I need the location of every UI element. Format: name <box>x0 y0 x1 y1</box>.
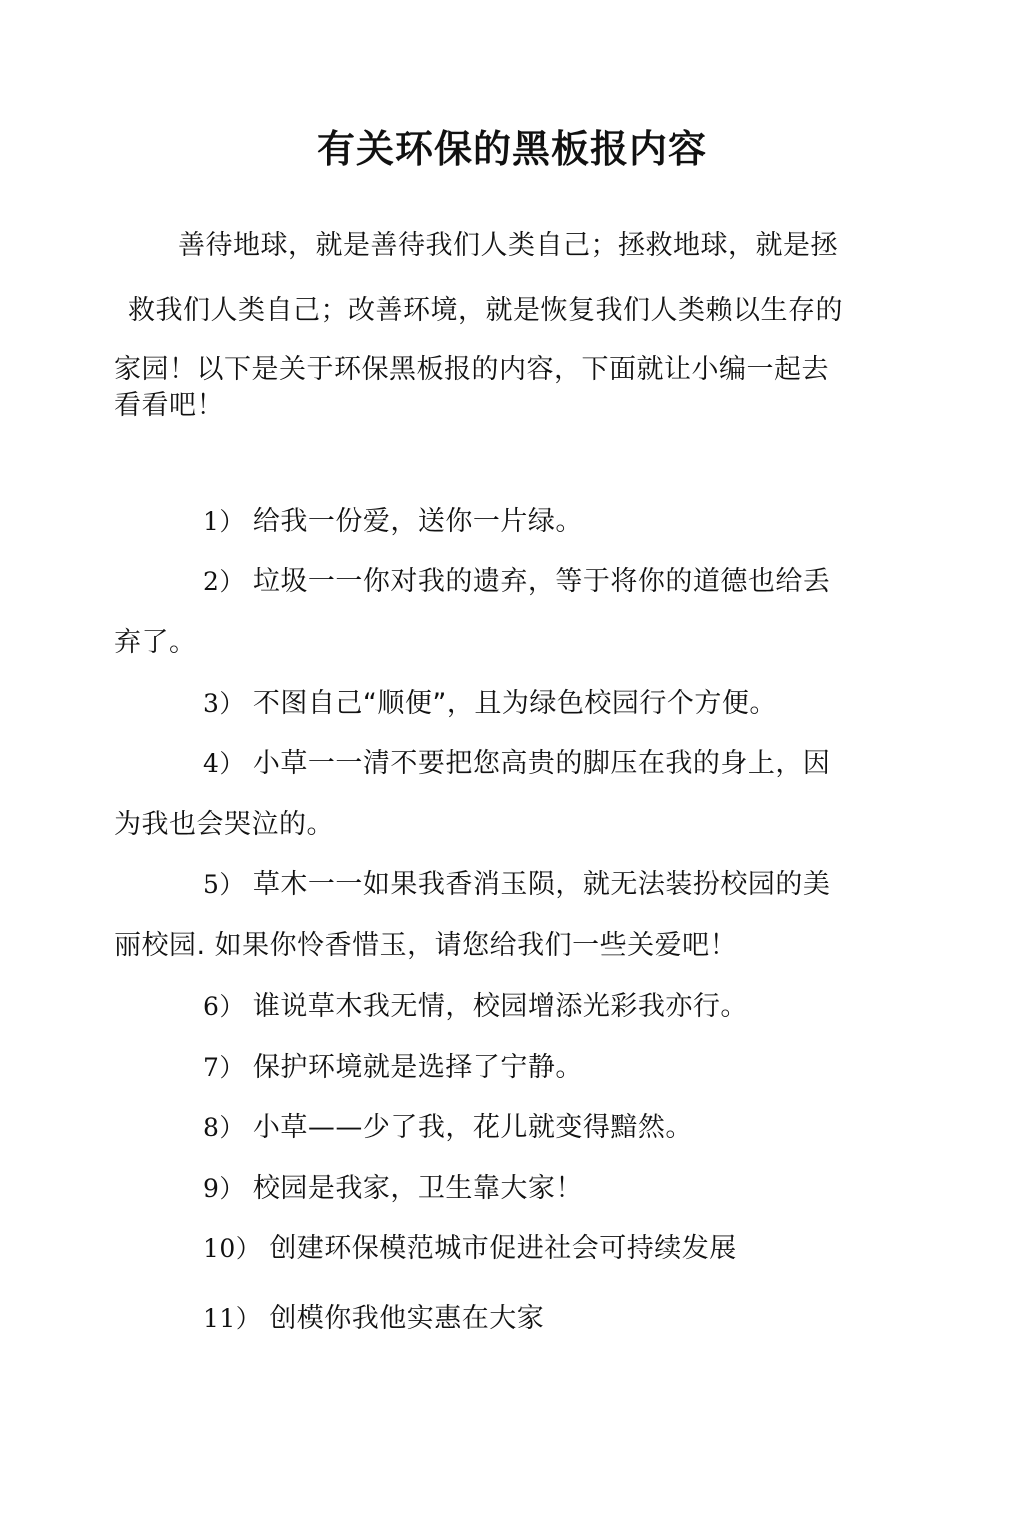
list-item-3 <box>203 686 777 722</box>
list-item-text: 给我一份爱，送你一片绿。 <box>252 506 583 537</box>
list-item-9 <box>203 1171 583 1207</box>
list-item-number: 1） <box>203 507 245 536</box>
list-item-5 <box>203 867 830 903</box>
list-item-8 <box>203 1110 693 1146</box>
list-item-text: 小草一一清不要把您高贵的脚压在我的身上，因 <box>252 748 831 779</box>
list-item-text: 不图自己“顺便”，且为绿色校园行个方便。 <box>252 688 777 719</box>
list-item-4-continuation: 为我也会哭泣的。 <box>114 809 334 840</box>
list-item-6 <box>203 989 748 1025</box>
list-item-text: 创建环保模范城市促进社会可持续发展 <box>269 1233 737 1264</box>
intro-line-2: 救我们人类自己；改善环境，就是恢复我们人类赖以生存的 <box>128 295 843 326</box>
list-item-number: 7） <box>203 1053 245 1082</box>
list-item-text: 保护环境就是选择了宁静。 <box>252 1052 583 1083</box>
list-item-text: 谁说草木我无情，校园增添光彩我亦行。 <box>252 991 748 1022</box>
intro-line-1: 善待地球，就是善待我们人类自己；拯救地球，就是拯 <box>178 230 838 261</box>
list-item-text: 校园是我家，卫生靠大家！ <box>252 1173 583 1204</box>
list-item-number: 5） <box>203 870 245 899</box>
document-title: 有关环保的黑板报内容 <box>316 127 707 172</box>
list-item-number: 11） <box>203 1304 262 1333</box>
list-item-1 <box>203 504 583 540</box>
list-item-number: 8） <box>203 1113 245 1142</box>
list-item-number: 2） <box>203 567 245 596</box>
intro-line-3: 家园！以下是关于环保黑板报的内容，下面就让小编一起去 <box>114 354 829 385</box>
list-item-10 <box>203 1231 737 1267</box>
list-item-2-continuation: 弃了。 <box>114 627 197 658</box>
list-item-4 <box>203 746 830 782</box>
list-item-number: 6） <box>203 992 245 1021</box>
list-item-7 <box>203 1050 583 1086</box>
list-item-text: 创模你我他实惠在大家 <box>269 1303 545 1334</box>
list-item-5-continuation: 丽校园. 如果你怜香惜玉，请您给我们一些关爱吧！ <box>114 930 738 961</box>
list-item-number: 3） <box>203 689 245 718</box>
list-item-text: 垃圾一一你对我的遗弃，等于将你的道德也给丢 <box>252 566 831 597</box>
list-item-number: 9） <box>203 1174 245 1203</box>
list-item-11 <box>203 1301 544 1337</box>
list-item-number: 10） <box>203 1234 262 1263</box>
list-item-text: 草木一一如果我香消玉陨，就无法装扮校园的美 <box>252 869 831 900</box>
list-item-text: 小草——少了我，花儿就变得黯然。 <box>252 1112 693 1143</box>
list-item-2 <box>203 564 830 600</box>
list-item-number: 4） <box>203 749 245 778</box>
intro-line-4: 看看吧！ <box>114 390 224 421</box>
